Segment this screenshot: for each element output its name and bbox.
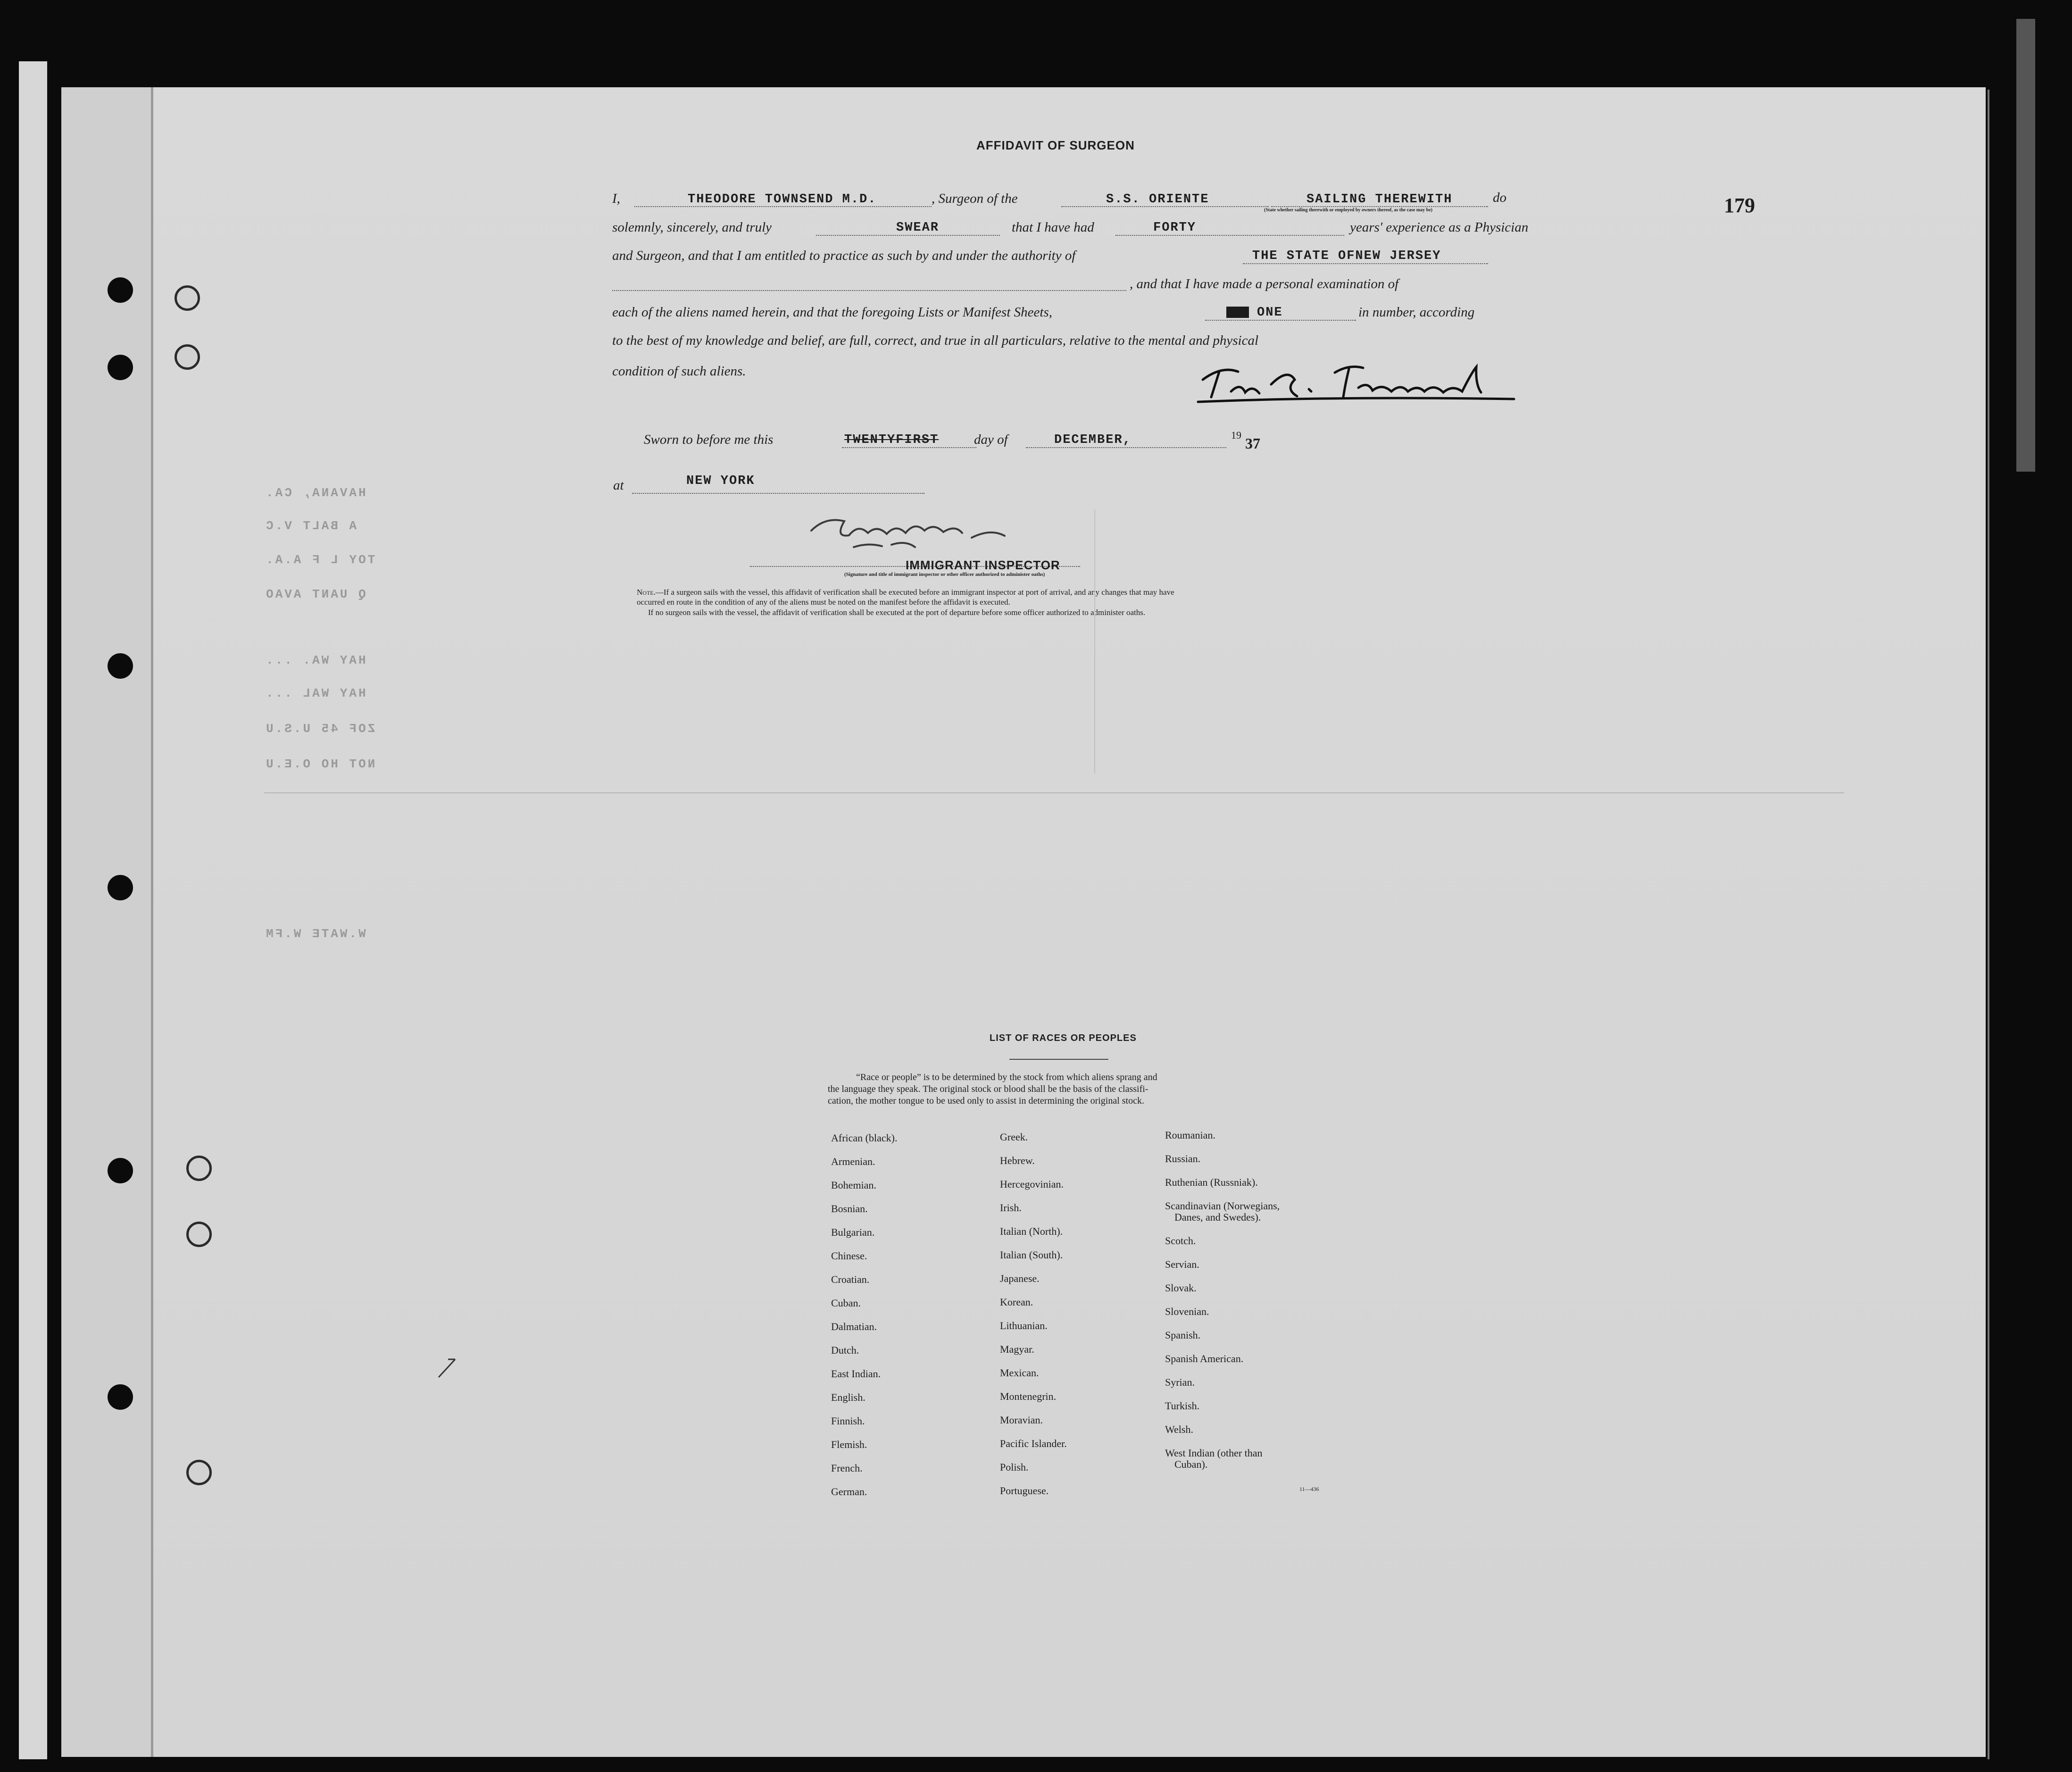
ship-name: S.S. ORIENTE: [1106, 192, 1209, 207]
inspector-title: IMMIGRANT INSPECTOR: [906, 558, 1060, 572]
at-label: at: [613, 478, 624, 493]
page-right-edge: [1988, 90, 1989, 1759]
place-blank: [632, 493, 924, 494]
race-item: Korean.: [1000, 1296, 1033, 1308]
races-title: LIST OF RACES OR PEOPLES: [990, 1033, 1137, 1043]
affidavit-number-text: in number, according: [1358, 305, 1475, 320]
bleed-through-row: ZOF 45 U.S.U: [264, 722, 375, 736]
affidavit-sheets-text: each of the aliens named herein, and that the foregoing Lists or Manifest Sheets,: [612, 305, 1052, 320]
race-item: Japanese.: [1000, 1273, 1040, 1284]
inspector-note: (Signature and title of immigrant inspector or other officer authorized to administer oaths): [844, 572, 1045, 577]
affidavit-condition-text: condition of such aliens.: [612, 364, 746, 379]
bleed-through-row: A BALT V.C: [264, 519, 357, 533]
race-item: Danes, and Swedes).: [1174, 1211, 1261, 1223]
bleed-through-row: W.WATE W.FM: [264, 927, 366, 941]
oath-blank: [816, 235, 1000, 236]
right-scan-edge: [2016, 19, 2035, 472]
race-item: Slovenian.: [1165, 1306, 1209, 1317]
race-item: Scotch.: [1165, 1235, 1196, 1247]
race-item: Flemish.: [831, 1439, 867, 1450]
race-item: Hebrew.: [1000, 1155, 1035, 1166]
race-item: German.: [831, 1486, 867, 1497]
surgeon-signature: [1193, 358, 1523, 410]
binder-hole: [108, 1158, 133, 1183]
race-item: Montenegrin.: [1000, 1390, 1057, 1402]
race-item: Ruthenian (Russniak).: [1165, 1176, 1258, 1188]
inspector-signature: [792, 505, 1085, 566]
race-item: Roumanian.: [1165, 1129, 1215, 1141]
race-item: Moravian.: [1000, 1414, 1043, 1426]
bleed-through-row: HAY WAL ...: [264, 686, 366, 700]
binder-hole: [108, 355, 133, 380]
sworn-day: TWENTYFIRST: [844, 433, 939, 447]
race-item: Syrian.: [1165, 1376, 1195, 1388]
affidavit-authority-text: and Surgeon, and that I am entitled to practice as such by and under the authority of: [612, 248, 1076, 263]
pencil-mark: [434, 1354, 462, 1382]
binder-hole: [108, 277, 133, 303]
affidavit-solemnly: solemnly, sincerely, and truly: [612, 220, 772, 235]
authority: THE STATE OFNEW JERSEY: [1252, 249, 1441, 263]
authority-continuation-blank: [612, 290, 1126, 291]
day-of-label: day of: [974, 432, 1008, 447]
month-blank: [1026, 447, 1226, 448]
race-item: Scandinavian (Norwegians,: [1165, 1200, 1280, 1212]
bleed-through-row: NOT HO O.E.U: [264, 757, 375, 771]
oath-type: SWEAR: [896, 221, 940, 235]
authority-blank: [1243, 263, 1488, 264]
race-item: Dalmatian.: [831, 1321, 877, 1332]
affidavit-belief-text: to the best of my knowledge and belief, are full, correct, and true in all particulars, relative to the mental and physical: [612, 333, 1259, 348]
race-item: Bulgarian.: [831, 1226, 875, 1238]
surgeon-name: THEODORE TOWNSEND M.D.: [688, 192, 877, 207]
sworn-month: DECEMBER,: [1054, 433, 1132, 447]
affidavit-title: AFFIDAVIT OF SURGEON: [976, 138, 1135, 152]
race-item: African (black).: [831, 1132, 898, 1144]
race-item: Cuban.: [831, 1297, 861, 1309]
bleed-through-rule: [264, 792, 1844, 793]
race-item: Irish.: [1000, 1202, 1022, 1214]
binding-margin: [61, 87, 153, 1757]
race-item: Bosnian.: [831, 1203, 868, 1215]
sworn-label: Sworn to before me this: [644, 432, 774, 447]
race-item: East Indian.: [831, 1368, 881, 1380]
race-item: Bohemian.: [831, 1179, 876, 1191]
sheets-blank: [1205, 320, 1356, 321]
race-item: Polish.: [1000, 1461, 1029, 1473]
race-item: Hercegovinian.: [1000, 1178, 1064, 1190]
races-title-rule: [1009, 1059, 1108, 1060]
races-intro-line-3: cation, the mother tongue to be used only to assist in determining the original stock.: [828, 1096, 1144, 1106]
reinforced-hole: [186, 1460, 212, 1485]
race-item: Greek.: [1000, 1131, 1028, 1143]
affidavit-i: I,: [612, 191, 620, 206]
races-column-2: [1000, 1132, 1067, 1509]
race-item: Spanish American.: [1165, 1353, 1244, 1364]
binding-fold-line: [151, 87, 153, 1757]
race-item: Russian.: [1165, 1153, 1201, 1165]
race-item: Magyar.: [1000, 1343, 1034, 1355]
race-item: Italian (South).: [1000, 1249, 1063, 1261]
sworn-place: NEW YORK: [686, 474, 755, 488]
race-item: Armenian.: [831, 1156, 875, 1167]
note-label: Note.: [637, 588, 656, 597]
races-intro-line-1: “Race or people” is to be determined by the stock from which aliens sprang and: [856, 1072, 1157, 1082]
year-suffix: 37: [1245, 435, 1260, 452]
races-column-1: [831, 1133, 897, 1510]
note-line-1: —If a surgeon sails with the vessel, this affidavit of verification shall be executed before an immigrant inspector at port of arrival, and any changes that may have: [655, 588, 1174, 597]
affidavit-had: that I have had: [1012, 220, 1094, 235]
race-item: Slovak.: [1165, 1282, 1197, 1294]
reinforced-hole: [186, 1222, 212, 1247]
race-item: Portuguese.: [1000, 1485, 1049, 1497]
race-item: Turkish.: [1165, 1400, 1200, 1412]
sheet-count: ONE: [1257, 306, 1283, 320]
year-prefix: 19: [1231, 429, 1241, 441]
surgeon-of-label: , Surgeon of the: [932, 191, 1018, 206]
race-item: Italian (North).: [1000, 1225, 1063, 1237]
bleed-through-row: Q UANT AVAO: [264, 587, 366, 601]
years-blank: [1115, 235, 1344, 236]
race-item: Lithuanian.: [1000, 1320, 1048, 1331]
note-line-3: If no surgeon sails with the vessel, the affidavit of verification shall be executed at the port of departure before some officer authorized to administer oaths.: [648, 607, 1146, 617]
reinforced-hole: [186, 1156, 212, 1181]
race-item: Cuban).: [1174, 1458, 1208, 1470]
race-item: Servian.: [1165, 1258, 1199, 1270]
reinforced-hole: [175, 285, 200, 311]
race-item: Croatian.: [831, 1273, 870, 1285]
race-item: Welsh.: [1165, 1423, 1193, 1435]
affidavit-examination-text: , and that I have made a personal examination of: [1130, 276, 1399, 291]
races-intro: [828, 1072, 1347, 1107]
note-line-2: occurred en route in the condition of any of the aliens must be noted on the manifest before the affidavit is executed.: [637, 598, 1010, 607]
bleed-through-row: HAVANA, CA.: [264, 486, 366, 500]
binder-hole: [108, 875, 133, 900]
race-item: West Indian (other than: [1165, 1447, 1263, 1459]
race-item: Spanish.: [1165, 1329, 1201, 1341]
day-blank: [842, 447, 976, 448]
bleed-through-column: [1094, 509, 1803, 774]
form-code: 11—436: [1299, 1486, 1319, 1492]
race-item: Chinese.: [831, 1250, 867, 1262]
left-page-edge: [19, 61, 47, 1759]
binder-hole: [108, 1384, 133, 1410]
race-item: Finnish.: [831, 1415, 865, 1427]
races-intro-line-2: the language they speak. The original stock or blood shall be the basis of the classifi-: [828, 1084, 1148, 1094]
race-item: French.: [831, 1462, 863, 1474]
sailing-note: (State whether sailing therewith or employed by owners thereof, as the case may be): [1264, 208, 1432, 213]
affidavit-do: do: [1493, 190, 1506, 205]
race-item: Pacific Islander.: [1000, 1438, 1067, 1449]
years-experience: FORTY: [1153, 221, 1197, 235]
page-number: 179: [1724, 194, 1755, 217]
races-column-3: [1165, 1130, 1280, 1483]
bleed-through-row: HAY WA. ...: [264, 653, 366, 667]
binder-hole: [108, 653, 133, 679]
sailing-status: SAILING THEREWITH: [1306, 192, 1453, 207]
race-item: Dutch.: [831, 1344, 859, 1356]
struck-out-word: [1226, 307, 1249, 318]
affidavit-years-text: years' experience as a Physician: [1350, 220, 1529, 235]
bleed-through-row: TOY L F A.A.: [264, 553, 375, 567]
reinforced-hole: [175, 344, 200, 370]
race-item: Mexican.: [1000, 1367, 1039, 1379]
race-item: English.: [831, 1391, 865, 1403]
